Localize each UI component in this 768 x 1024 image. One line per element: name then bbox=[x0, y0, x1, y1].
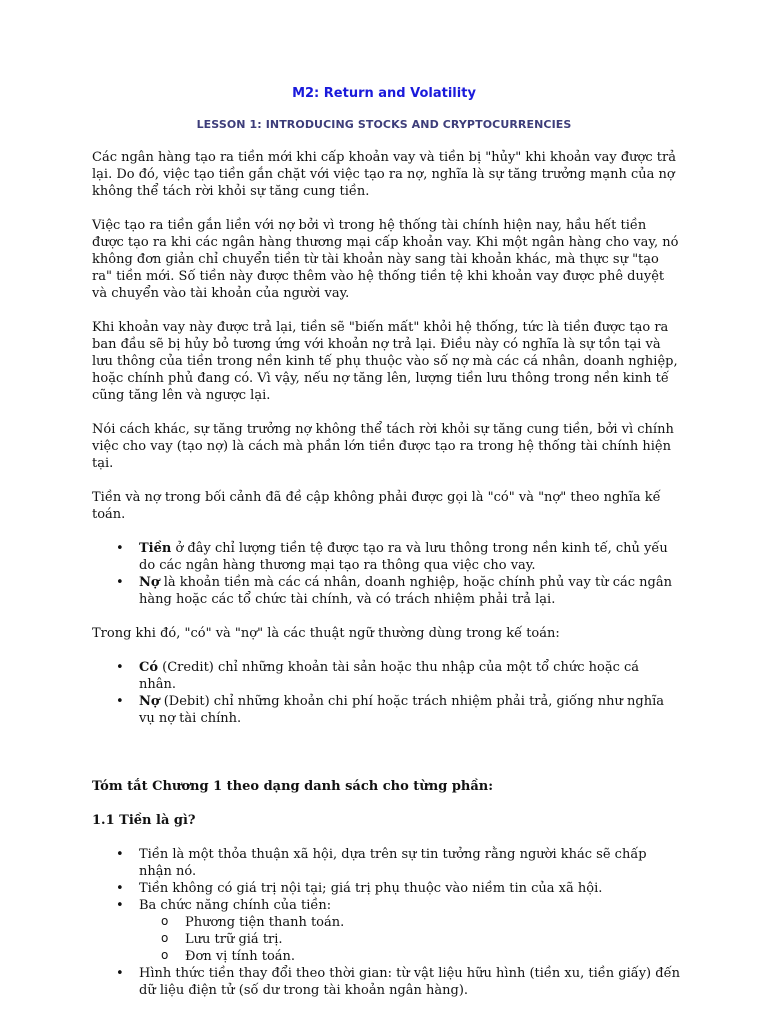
list-item-text: ở đây chỉ lượng tiền tệ được tạo ra và lưu thông trong nền kinh tế, chủ yếu do các ngân hàng thương mại tạo ra thông qua việc cho vay. bbox=[139, 541, 668, 573]
list-item bbox=[139, 574, 680, 608]
paragraph: Các ngân hàng tạo ra tiền mới khi cấp khoản vay và tiền bị "hủy" khi khoản vay được trả lại. Do đó, việc tạo tiền gắn chặt với việc tạo ra nợ, nghĩa là sự tăng trưởng mạnh của nợ không thể tách rời khỏi sự tăng cung tiền. bbox=[92, 150, 676, 199]
paragraph: Trong khi đó, "có" và "nợ" là các thuật ngữ thường dùng trong kế toán: bbox=[92, 626, 560, 641]
list-item bbox=[139, 659, 680, 693]
paragraph: Việc tạo ra tiền gắn liền với nợ bởi vì trong hệ thống tài chính hiện nay, hầu hết tiền được tạo ra khi các ngân hàng thương mại cấp khoản vay. Khi một ngân hàng cho vay, nó không đơn giản chỉ chuyển tiền từ tài khoản này sang tài khoản khác, mà thực sự "tạo ra" tiền mới. Số tiền này được thêm vào hệ thống tiền tệ khi khoản vay được phê duyệt và chuyển vào tài khoản của người vay. bbox=[92, 218, 679, 301]
list-item-term: Nợ bbox=[139, 694, 160, 709]
section-heading: 1.1 Tiền là gì? bbox=[92, 813, 196, 828]
list-item-term: Tiền bbox=[139, 541, 172, 556]
list-item-text: (Debit) chỉ những khoản chi phí hoặc trách nhiệm phải trả, giống như nghĩa vụ nợ tài chính. bbox=[139, 694, 665, 726]
money-functions-sublist bbox=[139, 914, 680, 965]
list-item: • Tiền là một thỏa thuận xã hội, dựa trên sự tin tưởng rằng người khác sẽ chấp nhận nó. bbox=[139, 846, 680, 880]
paragraph: Khi khoản vay này được trả lại, tiền sẽ "biến mất" khỏi hệ thống, tức là tiền được tạo ra ban đầu sẽ bị hủy bỏ tương ứng với khoản nợ trả lại. Điều này có nghĩa là sự tồn tại và lưu thông của tiền trong nền kinh tế phụ thuộc vào số nợ mà các cá nhân, doanh nghiệp, hoặc chính phủ đang có. Vì vậy, nếu nợ tăng lên, lượng tiền lưu thông trong nền kinh tế cũng tăng lên và ngược lại. bbox=[92, 320, 678, 403]
document-title: M2: Return and Volatility bbox=[292, 86, 476, 101]
money-debt-list bbox=[92, 540, 680, 608]
list-item bbox=[139, 897, 680, 965]
list-item-term: Nợ bbox=[139, 575, 160, 590]
money-definition-list bbox=[92, 846, 680, 999]
sublist-item: o Phương tiện thanh toán. bbox=[185, 914, 680, 931]
list-item: • Tiền không có giá trị nội tại; giá trị phụ thuộc vào niềm tin của xã hội. bbox=[139, 880, 680, 897]
list-item bbox=[139, 540, 680, 574]
lesson-subtitle: LESSON 1: INTRODUCING STOCKS AND CRYPTOCURRENCIES bbox=[196, 118, 572, 131]
list-item-text: (Credit) chỉ những khoản tài sản hoặc thu nhập của một tổ chức hoặc cá nhân. bbox=[139, 660, 640, 692]
paragraph: Tiền và nợ trong bối cảnh đã đề cập không phải được gọi là "có" và "nợ" theo nghĩa kế toán. bbox=[92, 490, 661, 522]
list-item-term: Có bbox=[139, 660, 159, 675]
paragraph: Nói cách khác, sự tăng trưởng nợ không thể tách rời khỏi sự tăng cung tiền, bởi vì chính việc cho vay (tạo nợ) là cách mà phần lớn tiền được tạo ra trong hệ thống tài chính hiện tại. bbox=[92, 422, 674, 471]
list-item: • Hình thức tiền thay đổi theo thời gian: từ vật liệu hữu hình (tiền xu, tiền giấy) đến dữ liệu điện tử (số dư trong tài khoản ngân hàng). bbox=[139, 965, 680, 999]
summary-heading: Tóm tắt Chương 1 theo dạng danh sách cho từng phần: bbox=[92, 779, 494, 794]
document-body bbox=[92, 149, 680, 999]
sublist-item: o Lưu trữ giá trị. bbox=[185, 931, 680, 948]
list-item-text: Ba chức năng chính của tiền: bbox=[139, 898, 332, 913]
credit-debit-list bbox=[92, 659, 680, 727]
list-item bbox=[139, 693, 680, 727]
list-item-text: là khoản tiền mà các cá nhân, doanh nghiệp, hoặc chính phủ vay từ các ngân hàng hoặc các tổ chức tài chính, và có trách nhiệm phải trả lại. bbox=[139, 575, 672, 607]
sublist-item: o Đơn vị tính toán. bbox=[185, 948, 680, 965]
